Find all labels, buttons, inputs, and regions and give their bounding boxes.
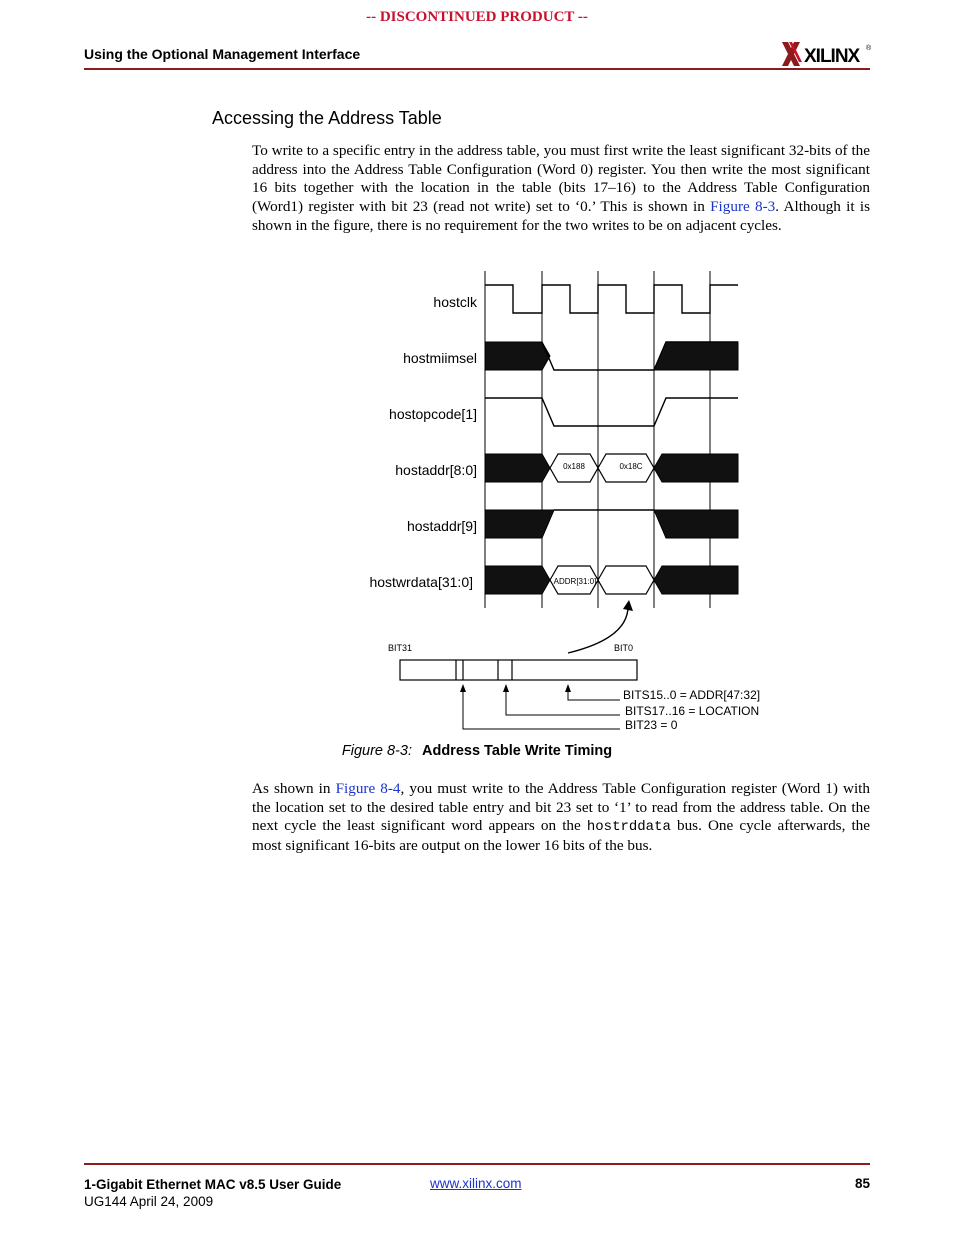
waveform-hostopcode1: [485, 398, 738, 426]
waveform-hostmiimsel: [485, 342, 738, 370]
annotation-bits17-16: BITS17..16 = LOCATION: [625, 704, 760, 718]
addr-value-0x18C: 0x18C: [619, 462, 643, 471]
register-word-box: [400, 660, 637, 680]
register-msb-label: BIT31: [388, 643, 413, 653]
signal-label-hostaddr8-0: hostaddr[8:0]: [395, 462, 477, 478]
xilinx-x-mark-icon: [782, 42, 802, 66]
footer-doc-title: 1-Gigabit Ethernet MAC v8.5 User Guide: [84, 1177, 342, 1192]
annotation-bits15-0: BITS15..0 = ADDR[47:32]: [623, 688, 761, 702]
signal-label-hostwrdata: hostwrdata[31:0]: [369, 574, 473, 590]
page-number: 85: [854, 1176, 870, 1191]
xilinx-logo: [780, 40, 872, 68]
timing-diagram: [340, 268, 780, 743]
wrdata-value-addr31-0: ADDR[31:0]: [553, 577, 597, 586]
figure-8-3-link[interactable]: Figure 8-3: [710, 198, 776, 216]
footer-rule: [84, 1163, 870, 1165]
footer-doc-id: UG144 April 24, 2009: [84, 1194, 214, 1209]
running-header-title: Using the Optional Management Interface: [84, 46, 361, 62]
footer-doc-info: [84, 1176, 341, 1210]
register-lsb-label: BIT0: [614, 643, 634, 653]
waveform-hostaddr9: [485, 510, 738, 538]
signal-label-hostopcode1: hostopcode[1]: [389, 406, 477, 422]
header-rule: [84, 68, 870, 70]
body-paragraph-2: As shown in Figure 8-4, you must write to the Address Table Configuration register (Word 1) with the location set to the desired table entry and bit 23 set to ‘1’ to read from the address table. On the next cycle the least significant word appears on the hostrddata bus. One cycle afterwards, the most significant 16-bits are output on the lower 16 bits of the bus.: [252, 780, 871, 855]
figure-caption: [0, 743, 954, 759]
signal-label-hostaddr9: hostaddr[9]: [406, 518, 477, 534]
hostrddata-code: hostrddata: [586, 819, 671, 836]
figure-number: Figure 8-3:: [341, 743, 412, 759]
addr-value-0x188: 0x188: [563, 462, 585, 471]
footer-url-link[interactable]: www.xilinx.com: [430, 1176, 522, 1191]
waveform-hostwrdata: [485, 566, 738, 594]
signal-label-hostmiimsel: hostmiimsel: [403, 350, 477, 366]
waveform-hostclk: [485, 285, 738, 313]
waveform-hostaddr8-0: [485, 454, 738, 482]
body-paragraph-1: To write to a specific entry in the address table, you must first write the least significant 32-bits of the address into the Address Table Configuration (Word 0) register. You then write the most significant 16 bits together with the location in the table (bits 17–16) to the Address Table Configuration (Word1) register with bit 23 (read not write) set to ‘0.’ This is shown in Figure 8-3. Although it is shown in the figure, there is no requirement for the two writes to be on adjacent cycles.: [252, 142, 870, 234]
figure-title: Address Table Write Timing: [421, 743, 613, 759]
logo-wordmark: XILINX: [804, 46, 860, 67]
signal-label-hostclk: hostclk: [433, 294, 477, 310]
discontinued-banner: -- DISCONTINUED PRODUCT --: [366, 9, 588, 25]
register-callouts: [463, 690, 620, 729]
figure-8-4-link[interactable]: Figure 8-4: [335, 780, 401, 797]
annotation-bit23: BIT23 = 0: [625, 718, 678, 732]
logo-registered-mark: ®: [866, 45, 872, 52]
section-heading: Accessing the Address Table: [212, 108, 442, 128]
